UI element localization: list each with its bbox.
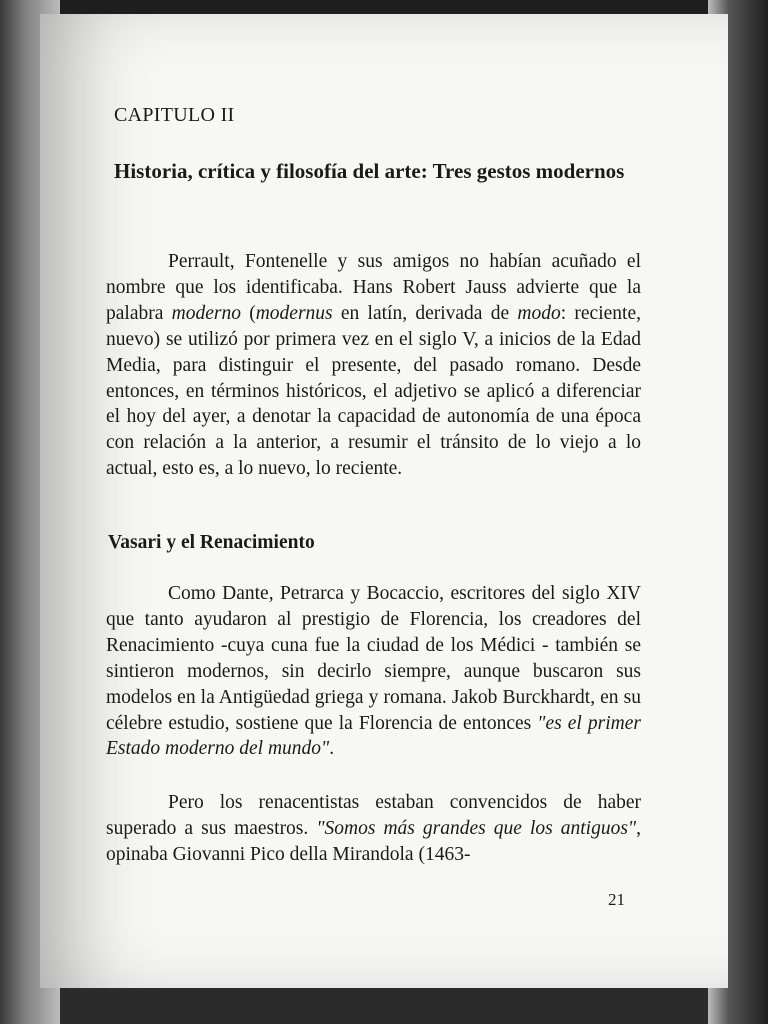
italic-term: moderno [171, 302, 241, 324]
italic-term: modernus [255, 302, 333, 324]
text-run: Como Dante, Petrarca y Bocaccio, escritores del siglo XIV que tanto ayudaron al prestigio de Florencia, los creadores del Renacimiento -cuya cuna fue la ciudad de los Médici - también se sintieron modernos, sin decirlo siempre, aunque buscaron sus modelos en la Antigüedad griega y romana. Jakob Burckhardt, en su célebre estudio, sostiene que la Florencia de entonces [106, 583, 641, 734]
text-run: , opinaba Giovanni Pico della Mirandola (1463- [106, 817, 641, 865]
text-run: Pero los renacentistas estaban convencidos de haber superado a sus maestros. [106, 792, 641, 839]
chapter-label: CAPITULO II [114, 104, 235, 126]
chapter-title: Historia, crítica y filosofía del arte: Tres gestos modernos [114, 159, 625, 183]
text-run: : reciente, nuevo) se utilizó por primera vez en el siglo V, a inicios de la Edad Media, para distinguir el presente, del pasado romano. Desde entonces, en términos históricos, el adjetivo se aplicó a diferenciar el hoy del ayer, a denotar la capacidad de autonomía de una época con relación a la anterior, a resumir el tránsito de lo viejo a lo actual, esto es, a lo nuevo, lo reciente. [106, 302, 641, 480]
text-run: en latín, derivada de [332, 302, 518, 324]
text-run: . [329, 738, 335, 760]
page-number: 21 [608, 890, 625, 909]
book-page [40, 14, 728, 988]
italic-term: modo [517, 302, 561, 324]
text-run: Perrault, Fontenelle y sus amigos no habían acuñado el nombre que los identificaba. Hans Robert Jauss advierte que la palabra [106, 251, 641, 324]
italic-quote: "es el primer Estado moderno del mundo" [106, 712, 641, 760]
text-run: ( [240, 302, 256, 324]
paragraph-renaissance [106, 581, 641, 762]
italic-quote: "Somos más grandes que los antiguos" [316, 817, 637, 839]
section-heading: Vasari y el Renacimiento [108, 532, 315, 553]
paragraph-renacentistas [106, 790, 641, 868]
paragraph-intro [106, 249, 641, 482]
